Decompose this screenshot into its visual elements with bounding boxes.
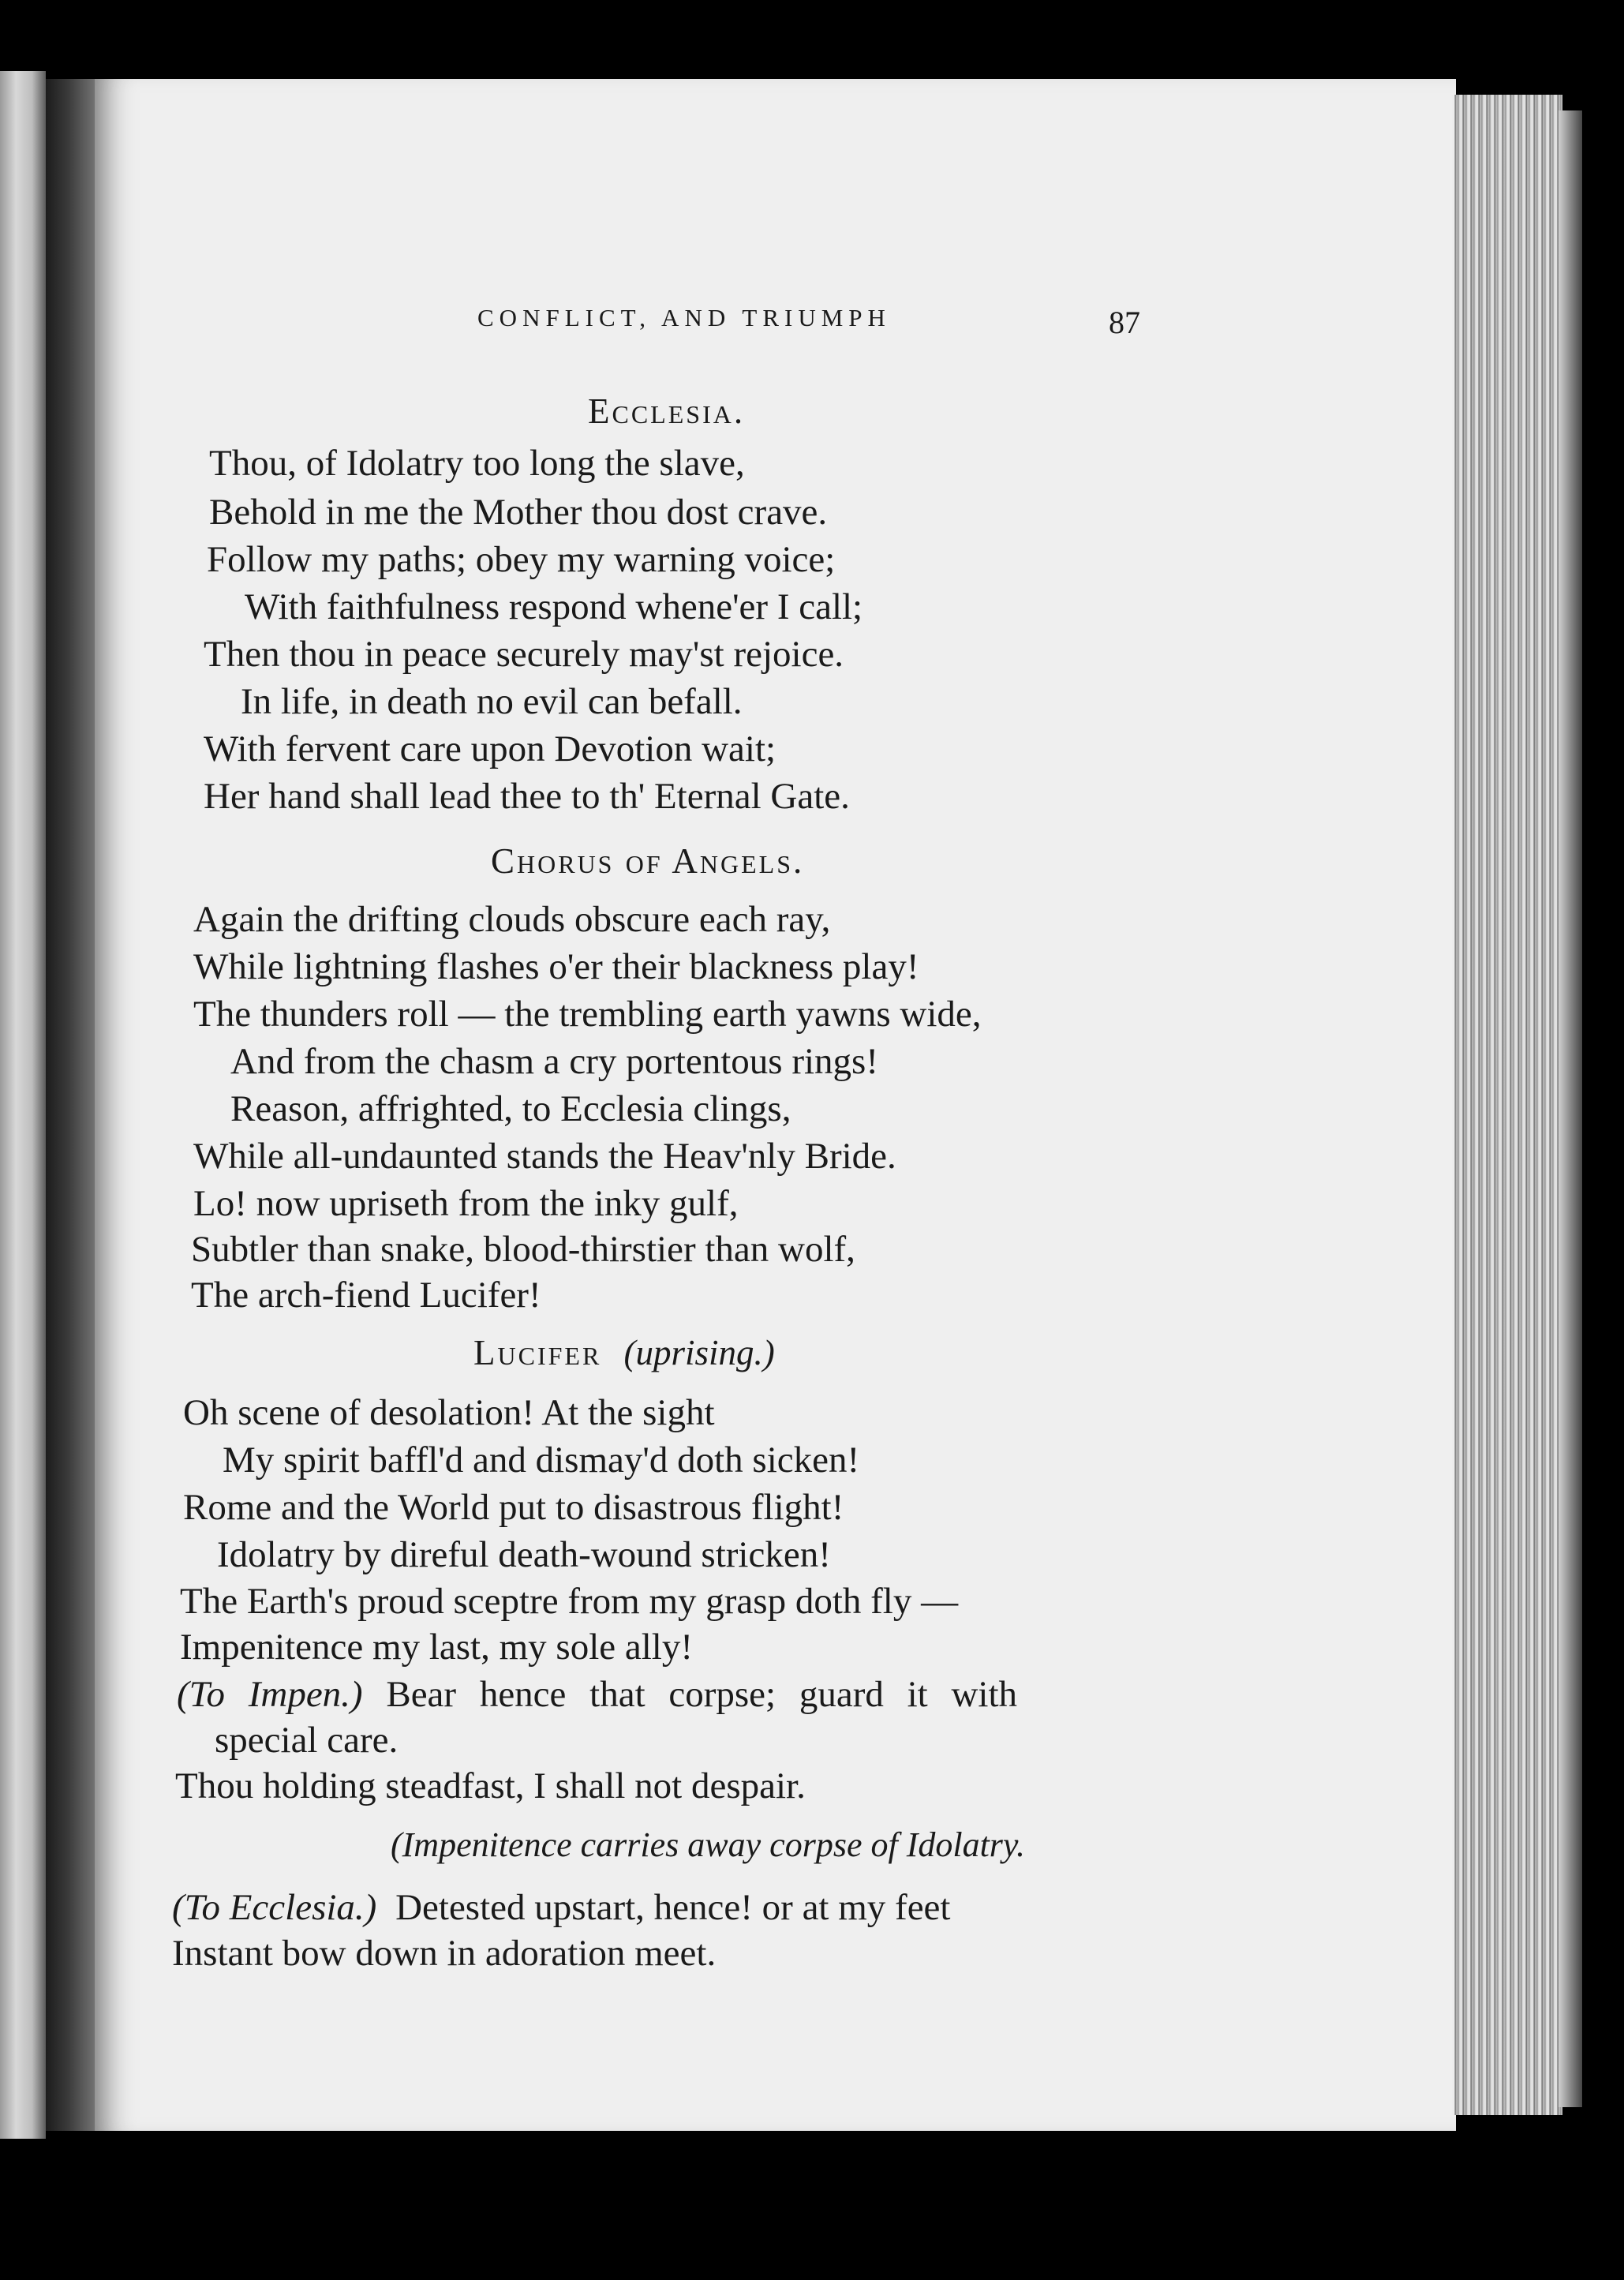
verse-line: Idolatry by direful death-wound stricken! [217, 1534, 831, 1575]
verse-line: While all-undaunted stands the Heav'nly Bride. [193, 1136, 896, 1177]
verse-line: Impenitence my last, my sole ally! [180, 1627, 693, 1668]
verse-line: Bear hence that corpse; guard it with [386, 1674, 1018, 1715]
verse-line: The thunders roll — the trembling earth yawns wide, [193, 994, 982, 1035]
verse-line: Again the drifting clouds obscure each ray, [193, 899, 831, 940]
heading-stage-direction: (uprising.) [623, 1333, 775, 1372]
address-stage-direction: (To Ecclesia.) [172, 1887, 377, 1928]
verse-line: The Earth's proud sceptre from my grasp doth fly — [180, 1581, 959, 1622]
verse-line: Thou holding steadfast, I shall not despair. [175, 1765, 806, 1806]
verse-line: Subtler than snake, blood-thirstier than wolf, [191, 1229, 855, 1270]
verse-line: With faithfulness respond whene'er I call; [245, 586, 863, 627]
left-page-edge [0, 71, 46, 2139]
section-heading-ecclesia: Ecclesia. [588, 391, 746, 431]
verse-line: Follow my paths; obey my warning voice; [207, 539, 836, 580]
verse-line: Instant bow down in adoration meet. [172, 1933, 717, 1974]
binding-gutter [46, 79, 101, 2131]
verse-line: With fervent care upon Devotion wait; [204, 728, 776, 769]
verse-line: And from the chasm a cry portentous rings! [230, 1041, 878, 1082]
page-number: 87 [1109, 305, 1140, 340]
verse-line: The arch-fiend Lucifer! [191, 1275, 541, 1316]
verse-line: Detested upstart, hence! or at my feet [395, 1887, 951, 1928]
verse-line: While lightning flashes o'er their blackness play! [193, 946, 919, 987]
verse-line: Behold in me the Mother thou dost crave. [209, 492, 828, 533]
running-head: CONFLICT, AND TRIUMPH [477, 304, 891, 331]
page-stack-edges [1452, 95, 1562, 2115]
verse-line-continuation: special care. [215, 1720, 399, 1761]
page-stack-shadow [1559, 110, 1582, 2107]
verse-line: Lo! now upriseth from the inky gulf, [193, 1183, 739, 1224]
verse-line: Rome and the World put to disastrous flight! [183, 1487, 844, 1528]
verse-line: Reason, affrighted, to Ecclesia clings, [230, 1088, 791, 1129]
section-heading-chorus: Chorus of Angels. [491, 841, 805, 881]
stage-direction: (Impenitence carries away corpse of Idolatry. [391, 1825, 1026, 1864]
verse-line: Then thou in peace securely may'st rejoice. [204, 634, 844, 675]
section-heading-lucifer: Lucifer [473, 1333, 602, 1372]
verse-line: My spirit baffl'd and dismay'd doth sicken! [223, 1440, 860, 1481]
verse-line: Her hand shall lead thee to th' Eternal Gate. [204, 776, 850, 817]
verse-line: Thou, of Idolatry too long the slave, [209, 443, 745, 484]
aside-stage-direction: (To Impen.) [177, 1674, 363, 1715]
verse-line: In life, in death no evil can befall. [241, 681, 743, 722]
verse-line: Oh scene of desolation! At the sight [183, 1392, 715, 1433]
